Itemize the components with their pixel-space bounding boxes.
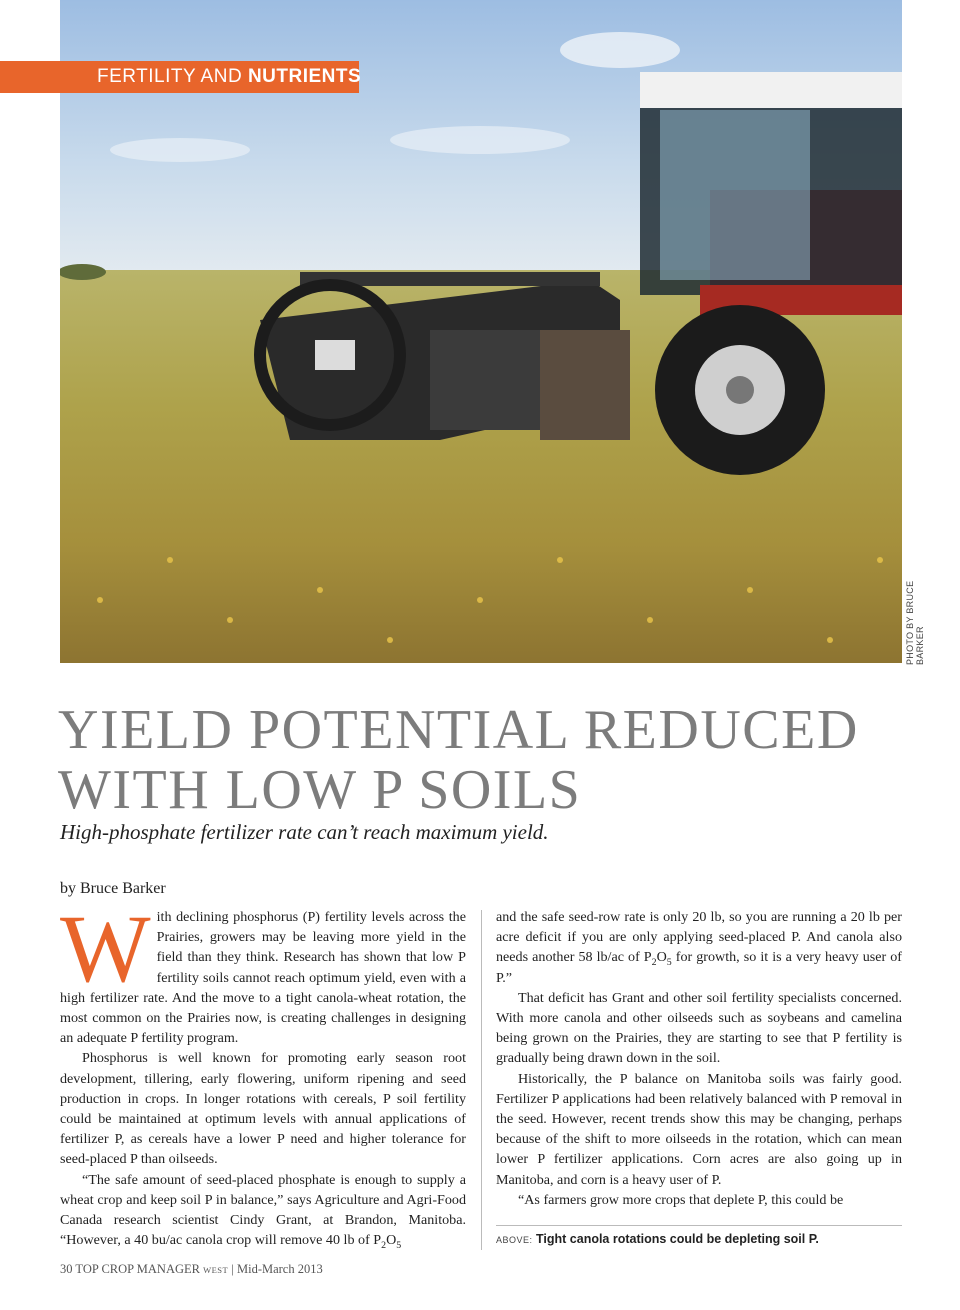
paragraph-text: O bbox=[656, 949, 667, 966]
section-tag-light: FERTILITY AND bbox=[97, 66, 248, 87]
photo-caption bbox=[496, 1232, 916, 1246]
article-column-1 bbox=[60, 907, 466, 1252]
paragraph bbox=[60, 907, 466, 1048]
paragraph-text: for growth, so it is a very heavy user of P.” bbox=[496, 949, 902, 986]
column-divider bbox=[481, 910, 482, 1250]
headline-line-2: WITH LOW P SOILS bbox=[58, 759, 582, 821]
subscript: 2 bbox=[381, 1240, 387, 1252]
magazine-edition: WEST bbox=[203, 1265, 229, 1275]
paragraph-text: O bbox=[386, 1232, 397, 1249]
headline-line-1: YIELD POTENTIAL REDUCED bbox=[58, 699, 859, 761]
hero-photo bbox=[60, 0, 902, 663]
deck: High-phosphate fertilizer rate can’t reach maximum yield. bbox=[60, 820, 549, 844]
section-tag bbox=[0, 61, 362, 93]
headline bbox=[58, 700, 938, 820]
swather-in-canola-field-illustration bbox=[60, 0, 902, 663]
caption-label: ABOVE: bbox=[496, 1235, 533, 1245]
byline: by Bruce Barker bbox=[60, 880, 166, 897]
paragraph-text: ith declining phosphorus (P) fertility levels across the Prairies, growers may be leaving more yield in the field than they think. Research has shown that low P fertility soils cannot reach optimum yield, even with a high fertilizer rate. And the move to a tight canola-wheat rotation, the most common on the Prairies now, is creating challenges in designing an adequate P fertility program. bbox=[60, 909, 466, 1047]
paragraph bbox=[60, 1170, 466, 1251]
page-number: 30 bbox=[60, 1262, 73, 1276]
photo-credit: PHOTO BY BRUCE BARKER bbox=[905, 580, 925, 665]
issue-date: | Mid-March 2013 bbox=[231, 1262, 323, 1276]
subscript: 5 bbox=[396, 1240, 402, 1252]
subscript: 5 bbox=[666, 957, 672, 969]
paragraph: Historically, the P balance on Manitoba soils was fairly good. Fertilizer P applications had been relatively balanced with P removal in the seed. However, recent trends show this may be changing, perhaps because of the shift to more oilseeds in the rotation, which can mean lower P fertilizer applications. Corn acres are also going up in Manitoba, and corn is a heavy user of P. bbox=[496, 1070, 902, 1188]
paragraph-text: and the safe seed-row rate is only 20 lb, so you are running a 20 lb per acre deficit if you are only applying seed-placed P. And canola also needs another 58 lb/ac of P bbox=[496, 909, 902, 966]
paragraph: Phosphorus is well known for promoting early season root development, tillering, early flowering, uniform ripening and seed production in crops. In longer rotations with cereals, P soil fertility could be maintained at optimum levels with annual applications of fertilizer P, as cereals have a lower P need and higher tolerance for seed-placed P than oilseeds. bbox=[60, 1050, 466, 1168]
article-column-2 bbox=[496, 907, 902, 1252]
caption-rule bbox=[496, 1225, 902, 1226]
magazine-name: TOP CROP MANAGER bbox=[75, 1262, 200, 1276]
subscript: 2 bbox=[651, 957, 657, 969]
paragraph-text: “The safe amount of seed-placed phosphate is enough to supply a wheat crop and keep soil P in balance,” says Agriculture and Agri-Food Canada research scientist Cindy Grant, at Brandon, Manitoba. “However, a 40 bu/ac canola crop will remove 40 lb of P bbox=[60, 1171, 466, 1249]
caption-text: Tight canola rotations could be depleting soil P. bbox=[536, 1232, 819, 1246]
page-folio bbox=[60, 1262, 323, 1277]
paragraph: That deficit has Grant and other soil fertility specialists concerned. With more canola and other oilseeds such as soybeans and camelina being grown on the Prairies, they are starting to see that P fertility is gradually being drawn down in the soil. bbox=[496, 989, 902, 1067]
paragraph: “As farmers grow more crops that deplete P, this could be bbox=[518, 1191, 844, 1208]
paragraph bbox=[496, 907, 902, 988]
section-tag-bold: NUTRIENTS bbox=[247, 66, 362, 87]
drop-cap: W bbox=[60, 907, 151, 1002]
